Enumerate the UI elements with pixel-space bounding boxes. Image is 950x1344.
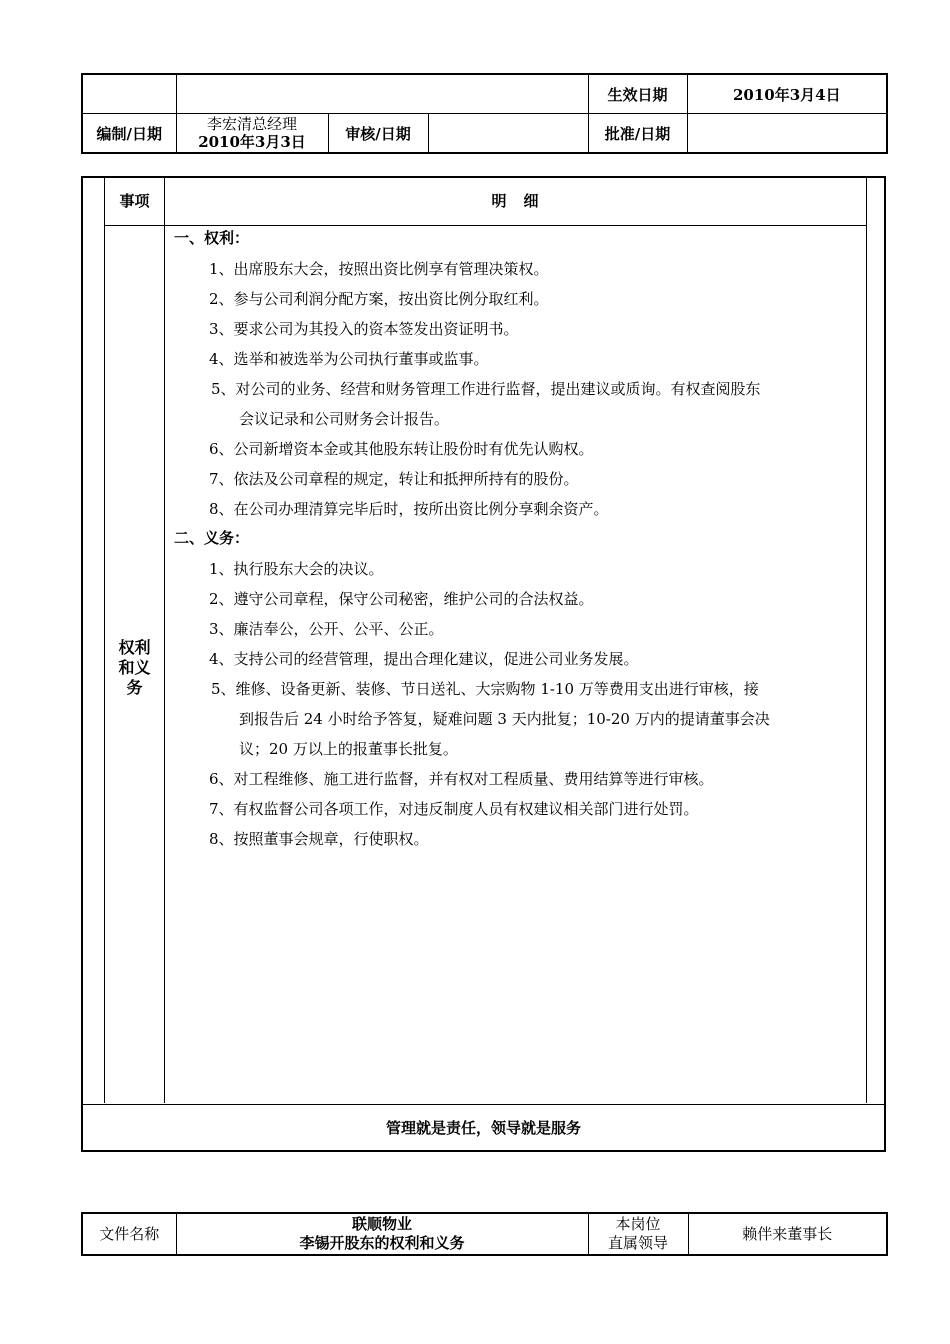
prepared-name: 李宏清总经理	[206, 115, 297, 133]
list-item: 2、遵守公司章程，保守公司秘密，维护公司的合法权益。	[209, 590, 594, 608]
blank-cell	[176, 74, 588, 114]
footer-table	[81, 1212, 888, 1256]
prepared-date: 2010年3月3日	[198, 133, 306, 151]
row-label-line: 权利	[118, 638, 151, 657]
main-content-box	[81, 176, 886, 1152]
list-item: 2、参与公司利润分配方案，按出资比例分取红利。	[209, 290, 549, 308]
row-label	[105, 638, 164, 698]
supervisor-value: 赖伴来董事长	[688, 1213, 887, 1255]
supervisor-label-line: 直属领导	[607, 1234, 668, 1252]
list-item: 3、廉洁奉公，公开、公平、公正。	[209, 620, 444, 638]
list-item: 1、出席股东大会，按照出资比例享有管理决策权。	[209, 260, 549, 278]
motto-row	[83, 1104, 884, 1151]
row-label-line: 务	[126, 678, 143, 697]
column-divider	[164, 178, 165, 1103]
list-item: 7、依法及公司章程的规定，转让和抵押所持有的股份。	[209, 470, 579, 488]
approve-value	[687, 114, 887, 154]
list-item: 4、支持公司的经营管理，提出合理化建议，促进公司业务发展。	[209, 650, 639, 668]
list-item-line: 5、维修、设备更新、装修、节日送礼、大宗购物 1-10 万等费用支出进行审核，接	[211, 680, 759, 698]
review-label: 审核/日期	[328, 114, 428, 154]
supervisor-label-line: 本岗位	[615, 1215, 661, 1233]
row-label-line: 和义	[118, 658, 151, 677]
effective-date-value: 2010年3月4日	[687, 74, 887, 114]
review-value	[428, 114, 588, 154]
file-name-line: 李锡开股东的权利和义务	[299, 1234, 465, 1252]
column-header-item: 事项	[119, 192, 150, 210]
file-name-line: 联顺物业	[351, 1215, 412, 1233]
file-name-label: 文件名称	[82, 1213, 176, 1255]
list-item-line: 5、对公司的业务、经营和财务管理工作进行监督，提出建议或质询。有权查阅股东	[211, 380, 761, 398]
effective-date-label: 生效日期	[588, 74, 687, 114]
list-item: 3、要求公司为其投入的资本签发出资证明书。	[209, 320, 519, 338]
column-header-detail: 明 细	[491, 192, 540, 210]
list-item: 6、对工程维修、施工进行监督，并有权对工程质量、费用结算等进行审核。	[209, 770, 714, 788]
list-item: 7、有权监督公司各项工作，对违反制度人员有权建议相关部门进行处罚。	[209, 800, 699, 818]
list-item: 6、公司新增资本金或其他股东转让股份时有优先认购权。	[209, 440, 594, 458]
supervisor-label	[588, 1213, 688, 1255]
blank-cell	[82, 74, 176, 114]
file-name-value	[176, 1213, 588, 1255]
list-item-line: 会议记录和公司财务会计报告。	[239, 410, 450, 428]
motto-text: 管理就是责任，领导就是服务	[385, 1119, 581, 1137]
prepared-label: 编制/日期	[82, 114, 176, 154]
list-item-line: 到报告后 24 小时给予答复，疑难问题 3 天内批复；10-20 万内的提请董事会决	[239, 710, 770, 728]
approve-label: 批准/日期	[588, 114, 687, 154]
list-item: 1、执行股东大会的决议。	[209, 560, 384, 578]
list-item-line: 议；20 万以上的报董事长批复。	[239, 740, 458, 758]
prepared-cell	[176, 114, 328, 154]
content-table	[104, 178, 867, 1103]
list-item	[209, 674, 859, 764]
list-item: 8、按照董事会规章，行使职权。	[209, 830, 429, 848]
list-item	[209, 374, 859, 434]
list-item: 8、在公司办理清算完毕后时，按所出资比例分享剩余资产。	[209, 500, 609, 518]
list-item: 4、选举和被选举为公司执行董事或监事。	[209, 350, 489, 368]
header-table	[81, 73, 888, 154]
duties-heading: 二、义务：	[174, 529, 250, 547]
rights-heading: 一、权利：	[174, 229, 250, 247]
